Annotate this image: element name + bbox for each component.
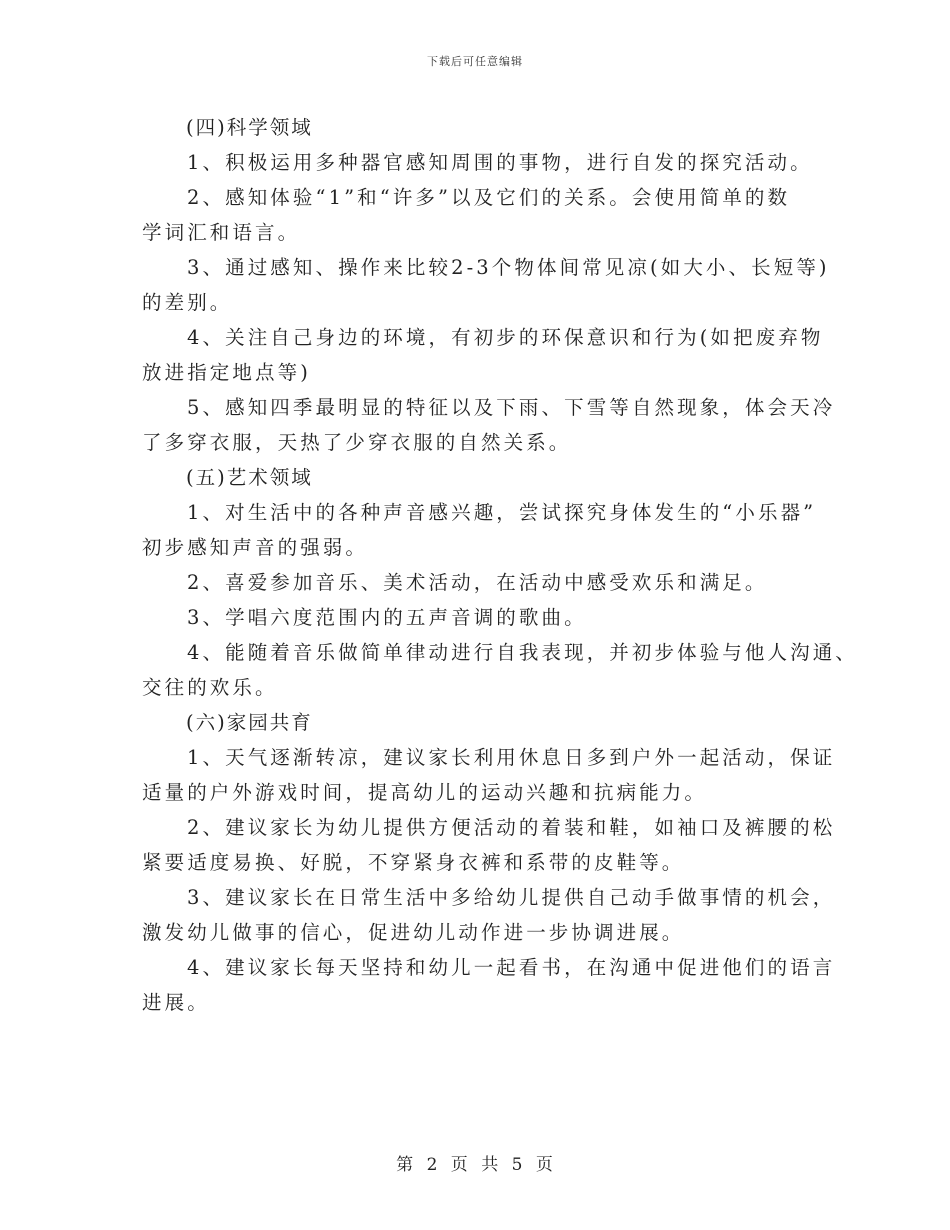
- paragraph-line: 3、建议家长在日常生活中多给幼儿提供自己动手做事情的机会，: [187, 886, 836, 909]
- paragraph-line: 2、感知体验“1”和“许多”以及它们的关系。会使用简单的数: [187, 186, 791, 209]
- paragraph-line: 初步感知声音的强弱。: [142, 536, 369, 559]
- paragraph-line: 1、积极运用多种器官感知周围的事物，进行自发的探究活动。: [187, 151, 813, 174]
- paragraph-line: 紧要适度易换、好脱，不穿紧身衣裤和系带的皮鞋等。: [142, 851, 685, 874]
- paragraph-line: 3、通过感知、操作来比较2-3个物体间常见凉(如大小、长短等): [187, 256, 830, 279]
- paragraph-line: 了多穿衣服，天热了少穿衣服的自然关系。: [142, 431, 572, 454]
- paragraph-line: 学词汇和语言。: [142, 221, 301, 244]
- paragraph-line: 1、天气逐渐转凉，建议家长利用休息日多到户外一起活动，保证: [187, 746, 836, 769]
- paragraph-line: 5、感知四季最明显的特征以及下雨、下雪等自然现象，体会天冷: [187, 396, 836, 419]
- page-number-footer: 第 2 页 共 5 页: [396, 1155, 554, 1175]
- paragraph-line: 4、关注自己身边的环境，有初步的环保意识和行为(如把废弃物: [187, 326, 824, 349]
- section-heading: (四)科学领域: [186, 116, 313, 139]
- section-heading: (六)家园共育: [186, 711, 313, 734]
- paragraph-line: 2、喜爱参加音乐、美术活动，在活动中感受欢乐和满足。: [187, 571, 768, 594]
- paragraph-line: 进展。: [142, 991, 210, 1014]
- paragraph-line: 放进指定地点等): [142, 361, 311, 384]
- section-heading: (五)艺术领域: [186, 466, 313, 489]
- paragraph-line: 激发幼儿做事的信心，促进幼儿动作进一步协调进展。: [142, 921, 685, 944]
- page-header: 下载后可任意编辑: [427, 55, 523, 68]
- paragraph-line: 交往的欢乐。: [142, 676, 278, 699]
- paragraph-line: 4、能随着音乐做简单律动进行自我表现，并初步体验与他人沟通、: [187, 641, 858, 664]
- paragraph-line: 适量的户外游戏时间，提高幼儿的运动兴趣和抗病能力。: [142, 781, 708, 804]
- paragraph-line: 2、建议家长为幼儿提供方便活动的着装和鞋，如袖口及裤腰的松: [187, 816, 836, 839]
- paragraph-line: 1、对生活中的各种声音感兴趣，尝试探究身体发生的“小乐器”: [187, 501, 817, 524]
- document-body: [142, 110, 858, 1020]
- paragraph-line: 3、学唱六度范围内的五声音调的歌曲。: [187, 606, 587, 629]
- paragraph-line: 4、建议家长每天坚持和幼儿一起看书，在沟通中促进他们的语言: [187, 956, 836, 979]
- paragraph-line: 的差别。: [142, 291, 233, 314]
